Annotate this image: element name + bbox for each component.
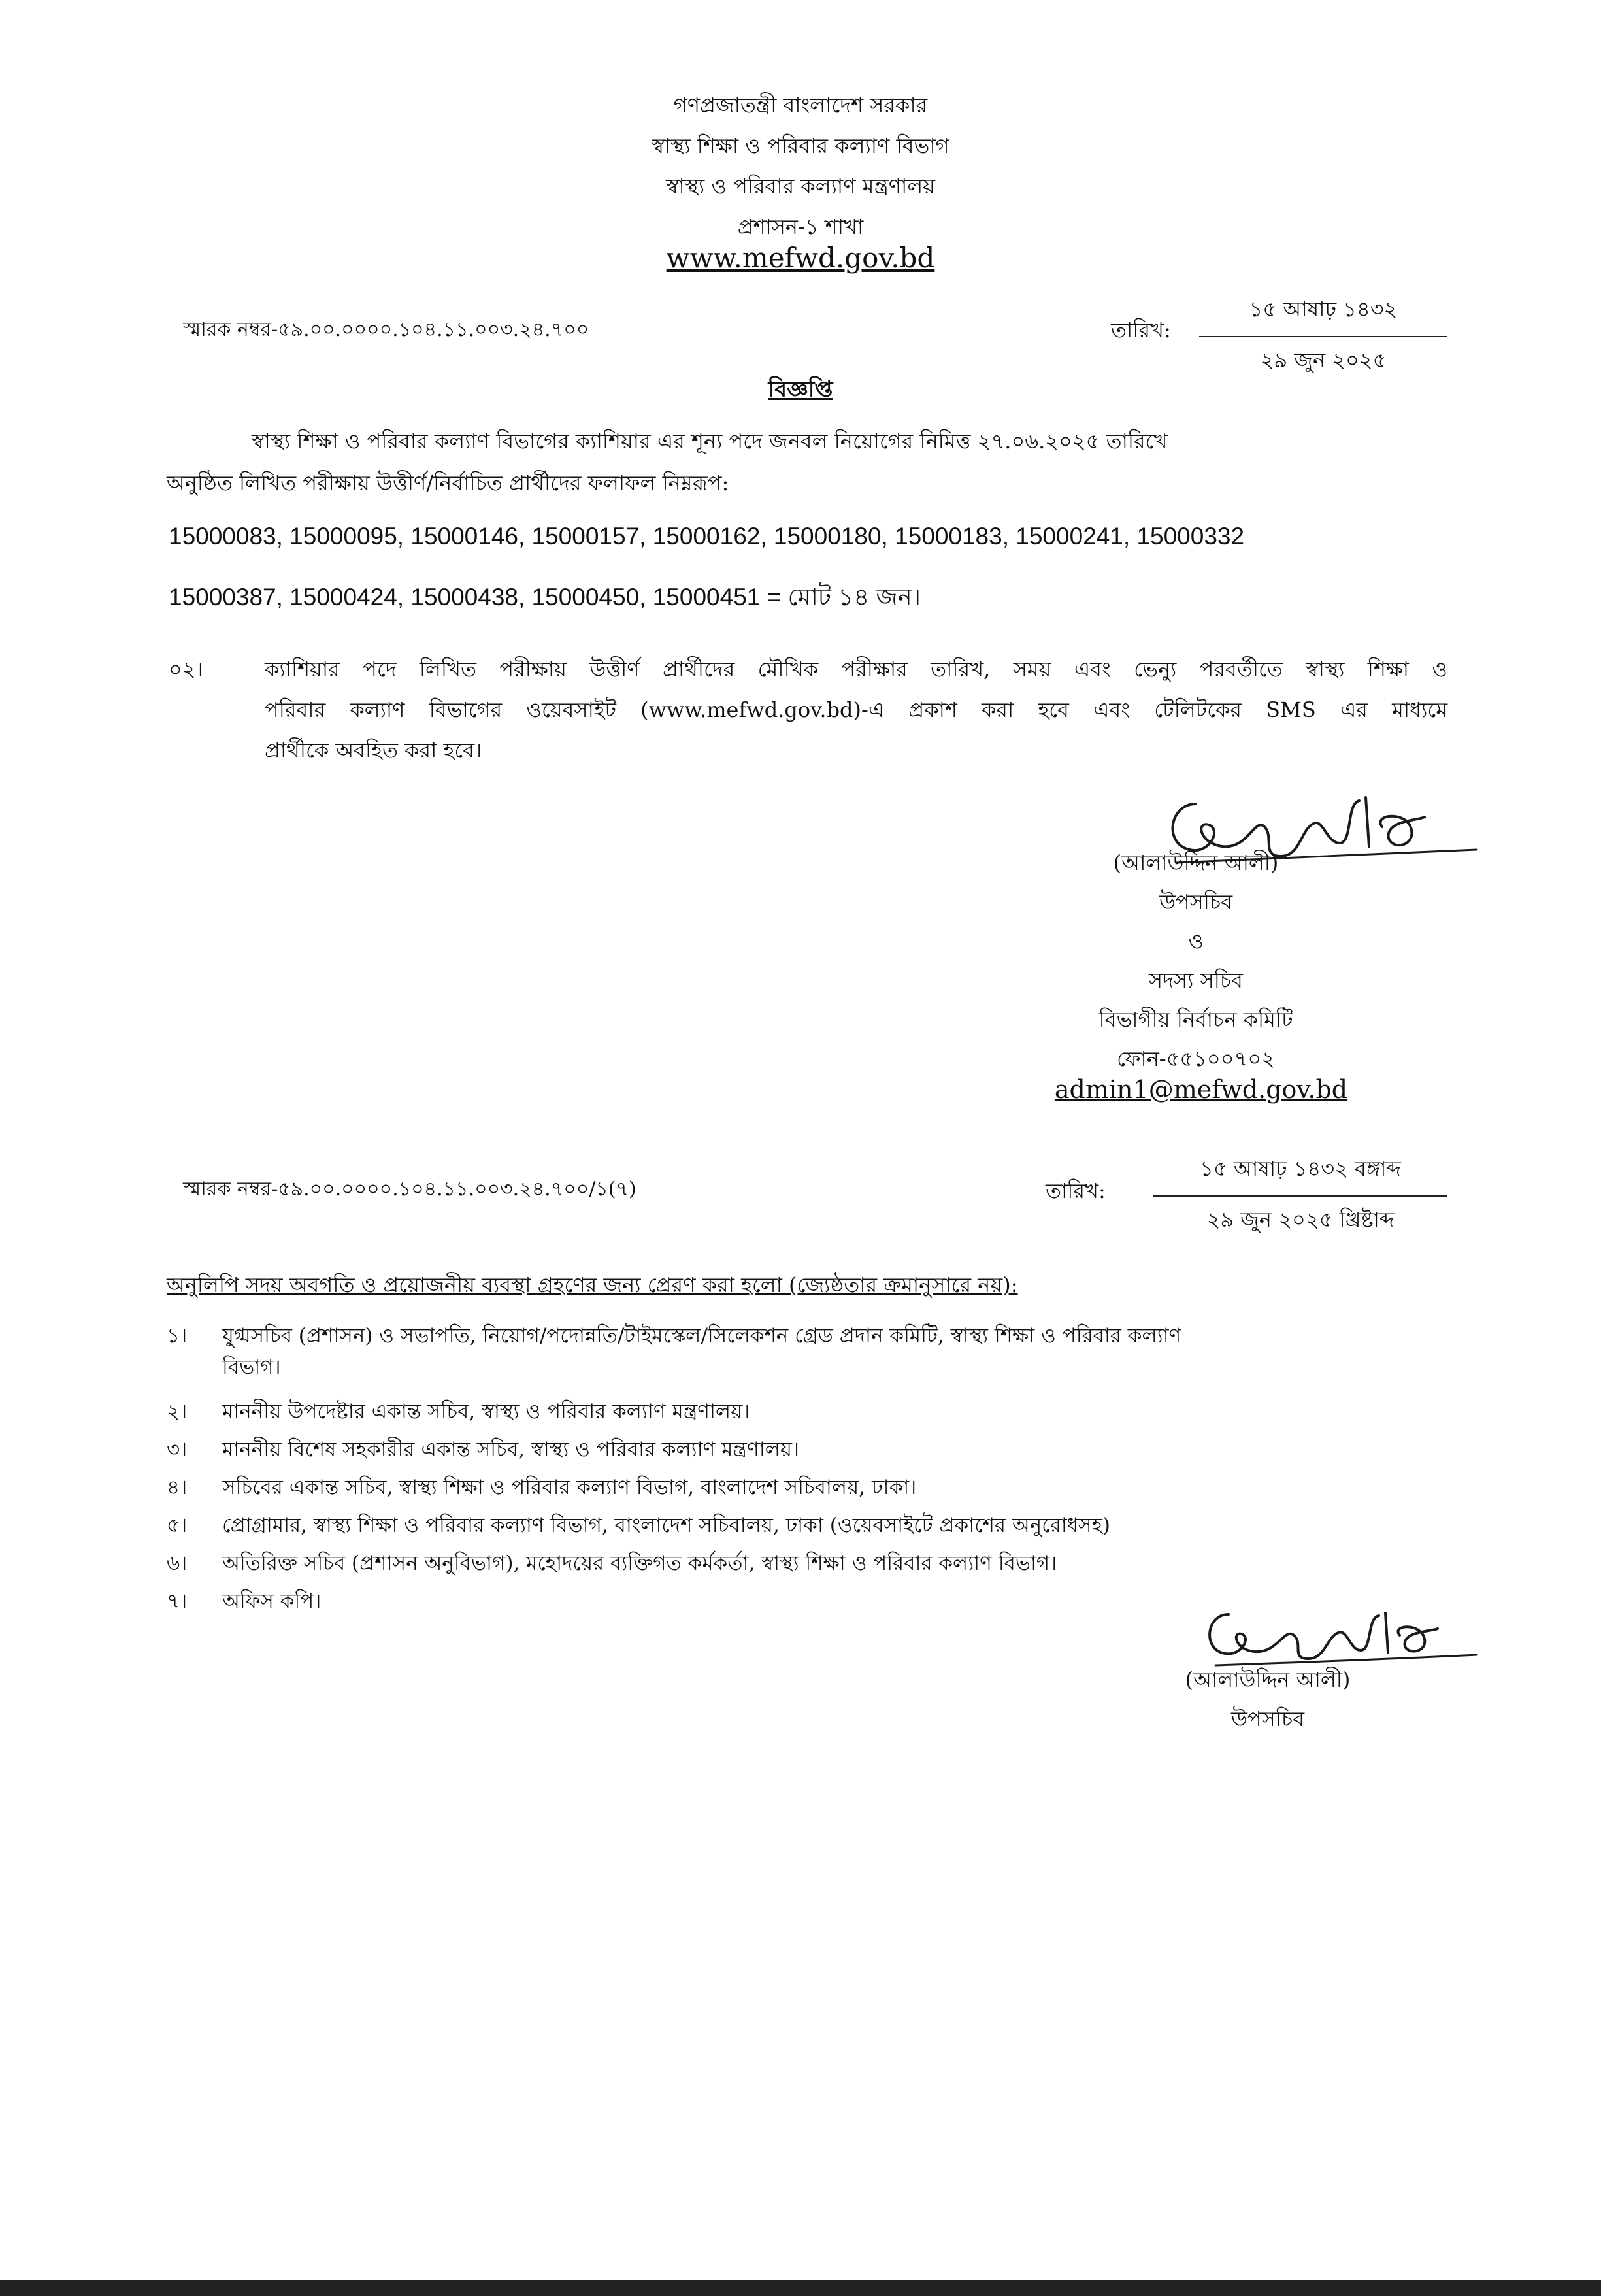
- paragraph-number: ০২।: [169, 657, 204, 682]
- copy-date-english: ২৯ জুন ২০২৫ খ্রিষ্টাব্দ: [1206, 1207, 1395, 1232]
- copy-item-number: ৫।: [167, 1514, 188, 1537]
- website-link[interactable]: www.mefwd.gov.bd: [666, 242, 935, 274]
- ministry-name: স্বাস্থ্য ও পরিবার কল্যাণ মন্ত্রণালয়: [665, 174, 936, 199]
- signatory-block: [1046, 843, 1346, 1078]
- copy-date-label: তারিখ:: [1046, 1178, 1106, 1203]
- copy-item-text: মাননীয় বিশেষ সহকারীর একান্ত সচিব, স্বাস্থ্য ও পরিবার কল্যাণ মন্ত্রণালয়।: [222, 1438, 800, 1461]
- signatory-designation: উপসচিব: [1159, 890, 1233, 914]
- copy-list-item: [0, 1396, 1601, 1427]
- date-divider: [1153, 1195, 1447, 1197]
- copy-item-text: মাননীয় উপদেষ্টার একান্ত সচিব, স্বাস্থ্য ও পরিবার কল্যাণ মন্ত্রণালয়।: [222, 1400, 750, 1423]
- branch-name: প্রশাসন-১ শাখা: [737, 214, 864, 239]
- date-divider: [1199, 336, 1447, 337]
- memo-date: [1199, 293, 1447, 379]
- signatory-committee: বিভাগীয় নির্বাচন কমিটি: [1098, 1007, 1293, 1032]
- signatory-name: (আলাউদ্দিন আলী): [1113, 850, 1279, 875]
- copy-item-number: ৩।: [167, 1438, 188, 1461]
- copy-date-bangla: ১৫ আষাঢ় ১৪৩২ বঙ্গাব্দ: [1200, 1156, 1401, 1181]
- memo-number: স্মারক নম্বর-৫৯.০০.০০০০.১০৪.১১.০০৩.২৪.৭০০: [183, 318, 589, 341]
- notice-title: বিজ্ঞপ্তি: [768, 376, 833, 403]
- date-english: ২৯ জুন ২০২৫: [1260, 348, 1387, 373]
- copy-list-item: [0, 1320, 1601, 1386]
- copy-heading: অনুলিপি সদয় অবগতি ও প্রয়োজনীয় ব্যবস্থা গ্রহণের জন্য প্রেরণ করা হলো (জ্যেষ্ঠতার ক্রমানুসারে নয়):: [167, 1273, 1018, 1297]
- copy-item-text: [222, 1320, 1451, 1383]
- copy-signatory-block: [1131, 1660, 1405, 1739]
- scan-edge-bar: [0, 2280, 1601, 2296]
- copy-list-item: [0, 1434, 1601, 1465]
- roll-numbers-line: 15000083, 15000095, 15000146, 15000157, 15000162, 15000180, 15000183, 15000241, 15000332: [169, 523, 1245, 550]
- copy-memo-date: [1153, 1152, 1447, 1239]
- signatory-email[interactable]: admin1@mefwd.gov.bd: [1054, 1075, 1348, 1104]
- copy-signatory-name: (আলাউদ্দিন আলী): [1185, 1667, 1351, 1692]
- government-name: গণপ্রজাতন্ত্রী বাংলাদেশ সরকার: [673, 93, 928, 118]
- roll-numbers-line: 15000387, 15000424, 15000438, 15000450, 15000451 = মোট ১৪ জন।: [169, 584, 921, 610]
- copy-item-text: সচিবের একান্ত সচিব, স্বাস্থ্য শিক্ষা ও পরিবার কল্যাণ বিভাগ, বাংলাদেশ সচিবালয়, ঢাকা।: [222, 1476, 917, 1499]
- date-bangla: ১৫ আষাঢ় ১৪৩২: [1249, 297, 1398, 322]
- notice-paragraph-line: স্বাস্থ্য শিক্ষা ও পরিবার কল্যাণ বিভাগের ক্যাশিয়ার এর শূন্য পদে জনবল নিয়োগের নিমিত্ত ২৭.০৬.২০২৫ তারিখে: [252, 429, 1168, 454]
- copy-item-number: ২।: [167, 1400, 188, 1423]
- copy-item-line: যুগ্মসচিব (প্রশাসন) ও সভাপতি, নিয়োগ/পদোন্নতি/টাইমস্কেল/সিলেকশন গ্রেড প্রদান কমিটি, স্বাস্থ্য শিক্ষা ও পরিবার কল্যাণ: [222, 1324, 1181, 1348]
- signatory-conjunction: ও: [1188, 929, 1204, 954]
- copy-list-item: [0, 1548, 1601, 1579]
- copy-item-text: অফিস কপি।: [222, 1589, 322, 1613]
- notice-paragraph-line: পরিবার কল্যাণ বিভাগের ওয়েবসাইট (www.mefwd.gov.bd)-এ প্রকাশ করা হবে এবং টেলিটকের SMS এর মাধ্যমে: [265, 697, 1447, 722]
- copy-item-line: বিভাগ।: [222, 1356, 281, 1379]
- copy-item-number: ৬।: [167, 1552, 188, 1575]
- copy-list-item: [0, 1510, 1601, 1541]
- notice-paragraph-line: অনুষ্ঠিত লিখিত পরীক্ষায় উত্তীর্ণ/নির্বাচিত প্রার্থীদের ফলাফল নিম্নরূপ:: [167, 471, 729, 495]
- copy-item-number: ৪।: [167, 1476, 188, 1499]
- copy-signatory-designation: উপসচিব: [1230, 1706, 1305, 1731]
- copy-memo-number: স্মারক নম্বর-৫৯.০০.০০০০.১০৪.১১.০০৩.২৪.৭০০/১(৭): [183, 1178, 636, 1201]
- signatory-phone: ফোন-৫৫১০০৭০২: [1117, 1046, 1275, 1071]
- copy-item-number: ৭।: [167, 1589, 188, 1613]
- notice-paragraph-line: প্রার্থীকে অবহিত করা হবে।: [265, 738, 482, 763]
- copy-item-text: প্রোগ্রামার, স্বাস্থ্য শিক্ষা ও পরিবার কল্যাণ বিভাগ, বাংলাদেশ সচিবালয়, ঢাকা (ওয়েবসাইটে প্রকাশের অনুরোধসহ): [222, 1514, 1110, 1537]
- copy-item-text: অতিরিক্ত সচিব (প্রশাসন অনুবিভাগ), মহোদয়ের ব্যক্তিগত কর্মকর্তা, স্বাস্থ্য শিক্ষা ও পরিবার কল্যাণ বিভাগ।: [222, 1552, 1057, 1575]
- division-name: স্বাস্থ্য শিক্ষা ও পরিবার কল্যাণ বিভাগ: [652, 133, 949, 158]
- date-label: তারিখ:: [1111, 318, 1171, 342]
- notice-paragraph-line: ক্যাশিয়ার পদে লিখিত পরীক্ষায় উত্তীর্ণ প্রার্থীদের মৌখিক পরীক্ষার তারিখ, সময় এবং ভেন্যু পরবর্তীতে স্বাস্থ্য শিক্ষা ও: [265, 657, 1447, 682]
- signatory-role: সদস্য সচিব: [1149, 968, 1243, 993]
- copy-list-item: [0, 1472, 1601, 1503]
- copy-item-number: ১।: [167, 1324, 188, 1348]
